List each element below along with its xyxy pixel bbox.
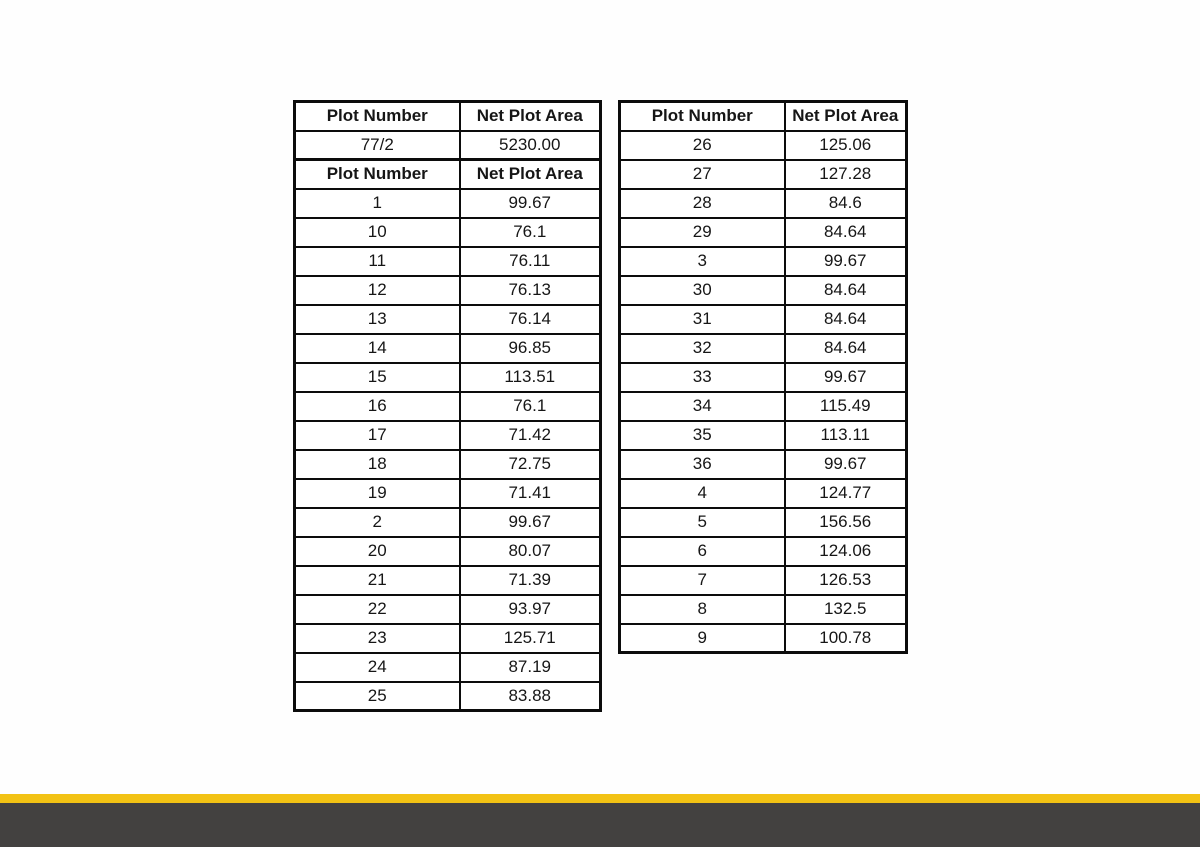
- net-plot-area-cell: 125.06: [785, 131, 907, 160]
- table-row: [620, 421, 907, 450]
- net-plot-area-cell: 127.28: [785, 160, 907, 189]
- table-row: [620, 450, 907, 479]
- net-plot-area-cell: 99.67: [785, 363, 907, 392]
- table-row: [295, 247, 601, 276]
- net-plot-area-cell: 99.67: [785, 247, 907, 276]
- plot-number-cell: 23: [295, 624, 460, 653]
- table-row: [295, 276, 601, 305]
- footer-bar: [0, 803, 1200, 847]
- plot-number-cell: 10: [295, 218, 460, 247]
- net-plot-area-cell: 99.67: [460, 189, 601, 218]
- plot-number-cell: 29: [620, 218, 785, 247]
- net-plot-area-cell: 126.53: [785, 566, 907, 595]
- net-plot-area-cell: 96.85: [460, 334, 601, 363]
- plot-number-cell: 33: [620, 363, 785, 392]
- column-header: Plot Number: [295, 102, 460, 131]
- header-row: [295, 160, 601, 189]
- table-row: [295, 508, 601, 537]
- plot-number-cell: 30: [620, 276, 785, 305]
- table-row: [620, 160, 907, 189]
- net-plot-area-cell: 84.6: [785, 189, 907, 218]
- plot-table-left: [293, 100, 602, 712]
- net-plot-area-cell: 76.14: [460, 305, 601, 334]
- net-plot-area-cell: 99.67: [460, 508, 601, 537]
- table-row: [295, 189, 601, 218]
- header-row: [620, 102, 907, 131]
- table-row: [295, 131, 601, 160]
- plot-number-cell: 2: [295, 508, 460, 537]
- table-row: [295, 218, 601, 247]
- net-plot-area-cell: 113.51: [460, 363, 601, 392]
- table-row: [295, 392, 601, 421]
- net-plot-area-cell: 76.13: [460, 276, 601, 305]
- plot-number-cell: 4: [620, 479, 785, 508]
- column-header: Plot Number: [295, 160, 460, 189]
- table-row: [620, 624, 907, 653]
- plot-number-cell: 3: [620, 247, 785, 276]
- plot-number-cell: 77/2: [295, 131, 460, 160]
- plot-number-cell: 36: [620, 450, 785, 479]
- table-row: [620, 537, 907, 566]
- plot-number-cell: 25: [295, 682, 460, 711]
- plot-number-cell: 16: [295, 392, 460, 421]
- net-plot-area-cell: 93.97: [460, 595, 601, 624]
- table-row: [295, 305, 601, 334]
- table-row: [620, 218, 907, 247]
- plot-number-cell: 7: [620, 566, 785, 595]
- plot-number-cell: 17: [295, 421, 460, 450]
- table-row: [295, 363, 601, 392]
- column-header: Net Plot Area: [460, 102, 601, 131]
- net-plot-area-cell: 87.19: [460, 653, 601, 682]
- net-plot-area-cell: 83.88: [460, 682, 601, 711]
- plot-number-cell: 35: [620, 421, 785, 450]
- table-row: [295, 595, 601, 624]
- plot-number-cell: 28: [620, 189, 785, 218]
- table-row: [620, 363, 907, 392]
- plot-number-cell: 20: [295, 537, 460, 566]
- plot-table-right-body: [620, 102, 907, 653]
- plot-number-cell: 19: [295, 479, 460, 508]
- net-plot-area-cell: 100.78: [785, 624, 907, 653]
- plot-number-cell: 32: [620, 334, 785, 363]
- table-row: [295, 653, 601, 682]
- net-plot-area-cell: 84.64: [785, 305, 907, 334]
- net-plot-area-cell: 71.41: [460, 479, 601, 508]
- column-header: Plot Number: [620, 102, 785, 131]
- net-plot-area-cell: 5230.00: [460, 131, 601, 160]
- plot-number-cell: 15: [295, 363, 460, 392]
- plot-number-cell: 26: [620, 131, 785, 160]
- table-row: [620, 305, 907, 334]
- net-plot-area-cell: 132.5: [785, 595, 907, 624]
- table-row: [295, 479, 601, 508]
- net-plot-area-cell: 76.1: [460, 392, 601, 421]
- plot-number-cell: 27: [620, 160, 785, 189]
- net-plot-area-cell: 84.64: [785, 334, 907, 363]
- table-row: [295, 334, 601, 363]
- net-plot-area-cell: 125.71: [460, 624, 601, 653]
- table-row: [620, 595, 907, 624]
- net-plot-area-cell: 156.56: [785, 508, 907, 537]
- table-row: [295, 421, 601, 450]
- table-row: [295, 682, 601, 711]
- plot-number-cell: 9: [620, 624, 785, 653]
- net-plot-area-cell: 84.64: [785, 218, 907, 247]
- plot-table-left-body: [295, 102, 601, 711]
- table-row: [620, 189, 907, 218]
- footer-accent-stripe: [0, 794, 1200, 803]
- table-row: [620, 479, 907, 508]
- plot-number-cell: 34: [620, 392, 785, 421]
- plot-number-cell: 18: [295, 450, 460, 479]
- plot-number-cell: 21: [295, 566, 460, 595]
- table-row: [620, 508, 907, 537]
- plot-number-cell: 11: [295, 247, 460, 276]
- plot-number-cell: 12: [295, 276, 460, 305]
- plot-number-cell: 8: [620, 595, 785, 624]
- table-row: [295, 450, 601, 479]
- table-row: [620, 566, 907, 595]
- table-row: [620, 276, 907, 305]
- net-plot-area-cell: 84.64: [785, 276, 907, 305]
- plot-number-cell: 5: [620, 508, 785, 537]
- plot-number-cell: 13: [295, 305, 460, 334]
- net-plot-area-cell: 113.11: [785, 421, 907, 450]
- net-plot-area-cell: 124.77: [785, 479, 907, 508]
- net-plot-area-cell: 76.11: [460, 247, 601, 276]
- table-row: [620, 334, 907, 363]
- plot-table-right: [618, 100, 908, 654]
- plot-number-cell: 22: [295, 595, 460, 624]
- net-plot-area-cell: 115.49: [785, 392, 907, 421]
- net-plot-area-cell: 72.75: [460, 450, 601, 479]
- plot-number-cell: 1: [295, 189, 460, 218]
- plot-number-cell: 24: [295, 653, 460, 682]
- net-plot-area-cell: 71.42: [460, 421, 601, 450]
- net-plot-area-cell: 80.07: [460, 537, 601, 566]
- table-row: [295, 537, 601, 566]
- table-row: [295, 566, 601, 595]
- net-plot-area-cell: 76.1: [460, 218, 601, 247]
- column-header: Net Plot Area: [785, 102, 907, 131]
- net-plot-area-cell: 99.67: [785, 450, 907, 479]
- net-plot-area-cell: 124.06: [785, 537, 907, 566]
- table-row: [620, 131, 907, 160]
- plot-number-cell: 14: [295, 334, 460, 363]
- table-row: [295, 624, 601, 653]
- plot-number-cell: 31: [620, 305, 785, 334]
- table-row: [620, 392, 907, 421]
- net-plot-area-cell: 71.39: [460, 566, 601, 595]
- plot-number-cell: 6: [620, 537, 785, 566]
- header-row: [295, 102, 601, 131]
- column-header: Net Plot Area: [460, 160, 601, 189]
- table-row: [620, 247, 907, 276]
